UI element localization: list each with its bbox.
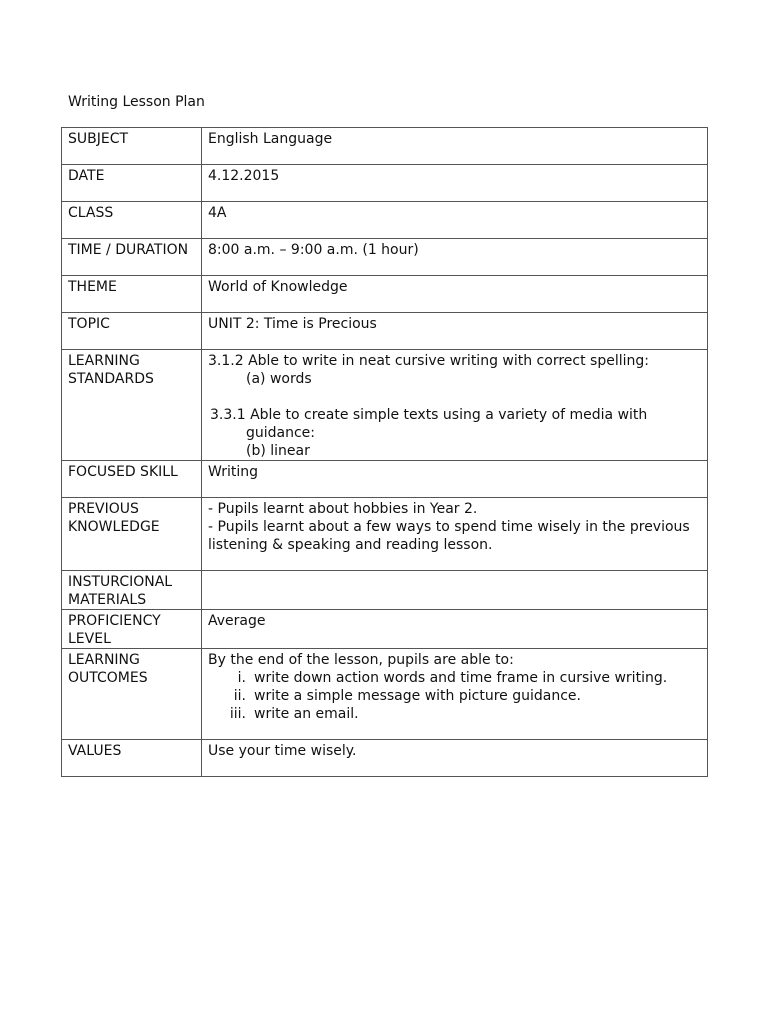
row-label-theme: THEME: [62, 276, 202, 313]
table-row-subject: [62, 128, 708, 165]
previous-knowledge-line-1: - Pupils learnt about hobbies in Year 2.: [208, 501, 478, 517]
row-label-subject: SUBJECT: [62, 128, 202, 165]
learning-outcomes-intro: By the end of the lesson, pupils are able to:: [208, 652, 514, 668]
table-row-learning-standards: [62, 350, 708, 461]
standard-1: 3.1.2 Able to write in neat cursive writing with correct spelling:: [208, 353, 649, 369]
learning-outcomes-list: [208, 669, 701, 723]
row-label-proficiency: PROFICIENCY LEVEL: [62, 610, 202, 649]
row-label-previous-knowledge: PREVIOUS KNOWLEDGE: [62, 498, 202, 571]
row-value-topic: UNIT 2: Time is Precious: [202, 313, 708, 350]
row-label-date: DATE: [62, 165, 202, 202]
row-value-theme: World of Knowledge: [202, 276, 708, 313]
table-row-previous-knowledge: [62, 498, 708, 571]
list-item-number: iii.: [229, 706, 246, 722]
row-label-values: VALUES: [62, 740, 202, 777]
table-row-date: [62, 165, 708, 202]
table-row-theme: [62, 276, 708, 313]
list-item-number: ii.: [233, 688, 246, 704]
list-item: [208, 687, 701, 705]
row-value-date: 4.12.2015: [202, 165, 708, 202]
row-value-time: 8:00 a.m. – 9:00 a.m. (1 hour): [202, 239, 708, 276]
table-row-class: [62, 202, 708, 239]
row-label-learning-standards: LEARNING STANDARDS: [62, 350, 202, 461]
standard-2: 3.3.1 Able to create simple texts using a variety of media with: [210, 407, 648, 423]
list-item-text: write a simple message with picture guidance.: [254, 688, 581, 704]
list-item-text: write down action words and time frame in cursive writing.: [254, 670, 668, 686]
row-value-class: 4A: [202, 202, 708, 239]
row-value-materials: [202, 571, 708, 610]
lesson-plan-table: [61, 127, 708, 777]
row-value-learning-standards: [202, 350, 708, 461]
table-row-topic: [62, 313, 708, 350]
row-value-learning-outcomes: [202, 649, 708, 740]
row-label-focused-skill: FOCUSED SKILL: [62, 461, 202, 498]
row-value-values: Use your time wisely.: [202, 740, 708, 777]
list-item: [208, 705, 701, 723]
row-label-materials: INSTURCIONAL MATERIALS: [62, 571, 202, 610]
standard-2-sub: (b) linear: [246, 443, 310, 459]
table-row-proficiency: [62, 610, 708, 649]
row-label-learning-outcomes: LEARNING OUTCOMES: [62, 649, 202, 740]
table-row-focused-skill: [62, 461, 708, 498]
previous-knowledge-line-2: - Pupils learnt about a few ways to spend time wisely in the previous listening & speaking and reading lesson.: [208, 519, 690, 553]
list-item-text: write an email.: [254, 706, 359, 722]
row-label-topic: TOPIC: [62, 313, 202, 350]
table-row-values: [62, 740, 708, 777]
spacer: [208, 388, 701, 406]
row-value-focused-skill: Writing: [202, 461, 708, 498]
standard-2-continued: guidance:: [246, 425, 316, 441]
table-row-learning-outcomes: [62, 649, 708, 740]
row-label-class: CLASS: [62, 202, 202, 239]
row-value-previous-knowledge: [202, 498, 708, 571]
row-label-time: TIME / DURATION: [62, 239, 202, 276]
row-value-proficiency: Average: [202, 610, 708, 649]
table-row-time: [62, 239, 708, 276]
table-row-materials: [62, 571, 708, 610]
standard-1-sub: (a) words: [246, 371, 312, 387]
list-item: [208, 669, 701, 687]
row-value-subject: English Language: [202, 128, 708, 165]
document-title: Writing Lesson Plan: [68, 94, 205, 110]
list-item-number: i.: [237, 670, 246, 686]
